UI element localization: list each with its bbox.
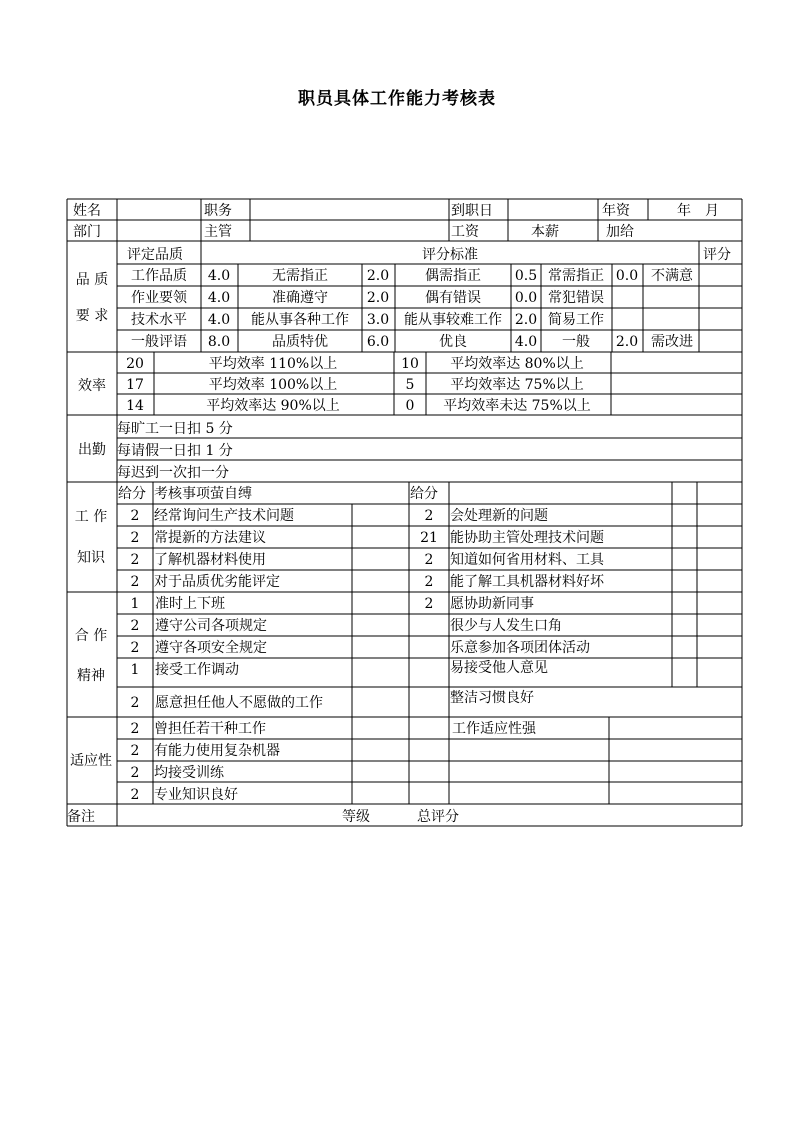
base-pay-label: 本薪 <box>531 224 559 240</box>
attendance-rule: 每请假一日扣 1 分 <box>117 443 233 459</box>
cooperation-item: 遵守公司各项规定 <box>155 618 267 634</box>
adaptability-item: 工作适应性强 <box>452 721 536 737</box>
month-label: 月 <box>705 203 719 219</box>
cooperation-item: 愿协助新同事 <box>450 596 534 612</box>
quality-desc: 偶有错误 <box>425 290 481 306</box>
knowledge-label: 知识 <box>77 550 105 566</box>
adaptability-score: 2 <box>130 765 140 781</box>
cooperation-score: 2 <box>130 640 140 656</box>
adaptability-label: 适应性 <box>70 753 112 769</box>
efficiency-label: 效率 <box>78 378 106 394</box>
cooperation-item: 整洁习惯良好 <box>450 690 534 706</box>
adaptability-score: 2 <box>130 743 140 759</box>
efficiency-score: 5 <box>405 377 415 393</box>
position-label: 职务 <box>204 203 232 219</box>
page-title: 职员具体工作能力考核表 <box>298 89 496 109</box>
join-date-label: 到职日 <box>451 203 493 219</box>
cooperation-score: 1 <box>130 662 140 678</box>
knowledge-col-item: 考核事项萤自缚 <box>154 486 252 502</box>
efficiency-score: 0 <box>405 398 415 414</box>
quality-desc: 准确遵守 <box>272 290 328 306</box>
quality-score: 4.0 <box>207 312 231 328</box>
total-score-label: 总评分 <box>417 809 459 825</box>
knowledge-item: 经常询问生产技术问题 <box>154 508 294 524</box>
cooperation-item: 易接受他人意见 <box>450 660 548 676</box>
salary-label: 工资 <box>451 224 479 240</box>
cooperation-label: 合 作 <box>74 628 108 644</box>
adaptability-score: 2 <box>130 787 140 803</box>
adaptability-item: 均接受训练 <box>154 765 224 781</box>
quality-score: 2.0 <box>366 290 390 306</box>
knowledge-item: 常提新的方法建议 <box>154 530 266 546</box>
knowledge-col-score: 给分 <box>118 486 146 502</box>
adaptability-score: 2 <box>130 721 140 737</box>
quality-section-label: 品 质 <box>75 272 109 288</box>
quality-score: 0.0 <box>615 268 639 284</box>
quality-score: 2.0 <box>514 312 538 328</box>
table-text <box>67 202 731 825</box>
quality-section-label: 要 求 <box>75 308 109 324</box>
attendance-rule: 每旷工一日扣 5 分 <box>117 421 233 437</box>
knowledge-item: 对于品质优劣能评定 <box>154 574 280 590</box>
quality-desc: 不满意 <box>651 268 693 284</box>
knowledge-score: 21 <box>420 530 438 546</box>
dept-label: 部门 <box>73 224 101 240</box>
knowledge-item: 会处理新的问题 <box>450 508 548 524</box>
quality-desc: 能从事各种工作 <box>251 312 349 328</box>
quality-desc: 无需指正 <box>272 268 328 284</box>
cooperation-score: 2 <box>130 618 140 634</box>
knowledge-score: 2 <box>130 508 140 524</box>
quality-desc: 需改进 <box>651 334 693 350</box>
quality-col-item: 评定品质 <box>127 247 183 263</box>
attendance-rule: 每迟到一次扣一分 <box>117 465 229 481</box>
knowledge-item: 知道如何省用材料、工具 <box>450 552 604 568</box>
attendance-label: 出勤 <box>78 442 106 458</box>
cooperation-score: 1 <box>130 596 140 612</box>
cooperation-item: 乐意参加各项团体活动 <box>450 640 590 656</box>
efficiency-desc: 平均效率 100%以上 <box>208 377 338 393</box>
knowledge-score: 2 <box>424 552 434 568</box>
quality-desc: 常犯错误 <box>548 290 604 306</box>
knowledge-score: 2 <box>130 552 140 568</box>
quality-score: 0.5 <box>514 268 538 284</box>
knowledge-score: 2 <box>424 508 434 524</box>
knowledge-score: 2 <box>130 574 140 590</box>
cooperation-label: 精神 <box>77 668 105 684</box>
quality-desc: 常需指正 <box>548 268 604 284</box>
adaptability-item: 专业知识良好 <box>154 787 238 803</box>
quality-score: 2.0 <box>366 268 390 284</box>
year-label: 年 <box>677 203 691 219</box>
quality-score: 8.0 <box>207 334 231 350</box>
knowledge-col-score: 给分 <box>410 486 438 502</box>
quality-desc: 品质特优 <box>272 334 328 350</box>
efficiency-desc: 平均效率未达 75%以上 <box>443 398 591 414</box>
knowledge-item: 能协助主管处理技术问题 <box>450 530 604 546</box>
quality-item: 一般评语 <box>131 334 187 350</box>
efficiency-desc: 平均效率达 75%以上 <box>450 377 584 393</box>
efficiency-desc: 平均效率达 80%以上 <box>450 356 584 372</box>
efficiency-score: 20 <box>126 356 144 372</box>
quality-col-standard: 评分标准 <box>422 247 478 263</box>
efficiency-score: 14 <box>126 398 144 414</box>
quality-item: 工作品质 <box>131 268 187 284</box>
cooperation-item: 愿意担任他人不愿做的工作 <box>155 695 323 711</box>
efficiency-desc: 平均效率 110%以上 <box>208 356 338 372</box>
adaptability-item: 有能力使用复杂机器 <box>154 743 280 759</box>
efficiency-desc: 平均效率达 90%以上 <box>206 398 340 414</box>
grade-label: 等级 <box>342 809 370 825</box>
seniority-label: 年资 <box>602 203 630 219</box>
name-label: 姓名 <box>73 203 101 219</box>
efficiency-score: 10 <box>401 356 419 372</box>
quality-desc: 一般 <box>562 334 590 350</box>
quality-score: 6.0 <box>366 334 390 350</box>
quality-desc: 偶需指正 <box>425 268 481 284</box>
supervisor-label: 主管 <box>204 224 232 240</box>
knowledge-score: 2 <box>424 574 434 590</box>
knowledge-item: 了解机器材料使用 <box>154 552 266 568</box>
quality-score: 2.0 <box>615 334 639 350</box>
quality-desc: 能从事较难工作 <box>404 312 502 328</box>
knowledge-label: 工 作 <box>74 509 108 525</box>
knowledge-item: 能了解工具机器材料好坏 <box>450 574 604 590</box>
quality-item: 作业要领 <box>131 290 187 306</box>
quality-score: 4.0 <box>514 334 538 350</box>
allowance-label: 加给 <box>606 224 634 240</box>
cooperation-item: 很少与人发生口角 <box>450 618 562 634</box>
cooperation-item: 准时上下班 <box>155 596 225 612</box>
knowledge-score: 2 <box>130 530 140 546</box>
quality-desc: 优良 <box>439 334 467 350</box>
quality-col-score: 评分 <box>703 247 731 263</box>
quality-score: 4.0 <box>207 290 231 306</box>
cooperation-item: 遵守各项安全规定 <box>155 640 267 656</box>
quality-score: 3.0 <box>366 312 390 328</box>
quality-score: 0.0 <box>514 290 538 306</box>
cooperation-score: 2 <box>424 596 434 612</box>
cooperation-score: 2 <box>130 695 140 711</box>
adaptability-item: 曾担任若干种工作 <box>154 721 266 737</box>
cooperation-item: 接受工作调动 <box>155 662 239 678</box>
quality-item: 技术水平 <box>131 312 187 328</box>
efficiency-score: 17 <box>126 377 144 393</box>
quality-desc: 简易工作 <box>548 312 604 328</box>
quality-score: 4.0 <box>207 268 231 284</box>
remark-label: 备注 <box>67 809 95 825</box>
